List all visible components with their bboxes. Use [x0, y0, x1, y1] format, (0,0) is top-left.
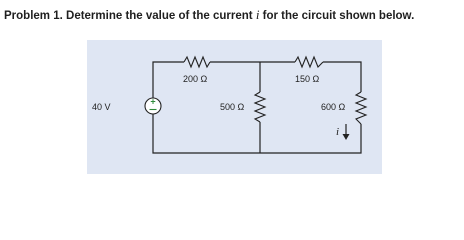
resistor-600-symbol — [356, 92, 366, 124]
resistor-600-label: 600 Ω — [321, 102, 346, 112]
resistor-150-symbol — [295, 57, 323, 67]
problem-label: Problem 1. — [4, 10, 63, 22]
resistor-200-label: 200 Ω — [183, 74, 208, 84]
resistor-500-symbol — [255, 92, 265, 122]
problem-text-after: for the circuit shown below. — [259, 10, 415, 22]
problem-statement — [4, 8, 460, 23]
problem-text-before: Determine the value of the current — [62, 10, 256, 22]
resistor-150-label: 150 Ω — [295, 74, 320, 84]
top-wire-right — [323, 62, 361, 92]
resistor-200-symbol — [184, 57, 210, 67]
current-label: i — [336, 126, 340, 138]
source-voltage-label: 40 V — [92, 102, 111, 112]
resistor-500-label: 500 Ω — [220, 102, 245, 112]
circuit-diagram — [87, 40, 382, 174]
current-arrow-icon — [343, 134, 350, 140]
circuit-figure — [87, 40, 382, 174]
current-variable: i — [255, 7, 260, 22]
source-plus-sign: + — [150, 96, 156, 107]
